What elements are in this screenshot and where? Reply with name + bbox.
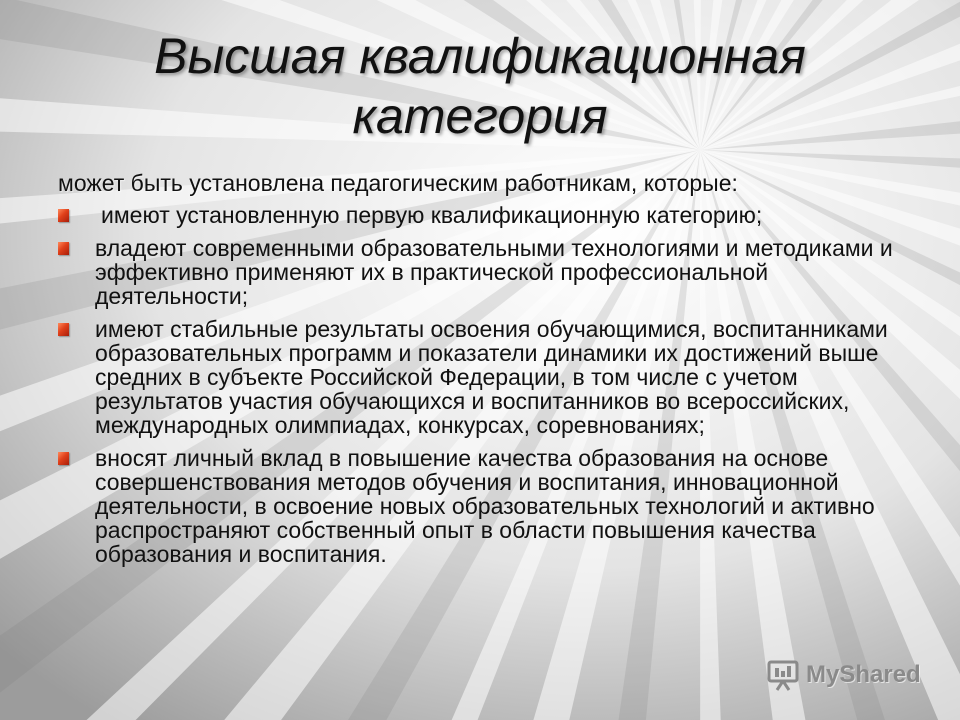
list-item-text: владеют современными образовательными технологиями и методиками и эффективно применяют их в практической профессиональной деятельности; — [95, 235, 893, 309]
list-item-text: имеют стабильные результаты освоения обучающимися, воспитанниками образовательных программ и показатели динамики их достижений выше средних в субъекте Российской Федерации, в том числе с учетом результатов участия обучающихся и воспитанников во всероссийских, международных олимпиадах, конкурсах, соревнованиях; — [95, 316, 888, 438]
list-item — [58, 236, 918, 308]
presentation-board-icon — [766, 658, 800, 692]
title-line-2: категория — [352, 88, 608, 144]
intro-text: может быть установлена педагогическим работникам, которые: — [58, 170, 738, 196]
list-item — [58, 203, 918, 227]
slide-title — [40, 26, 920, 146]
list-item — [58, 446, 918, 566]
square-bullet-icon — [58, 452, 69, 465]
list-item — [58, 317, 918, 437]
list-item-text: вносят личный вклад в повышение качества образования на основе совершенствования методов обучения и воспитания, инновационной деятельности, в освоение новых образовательных технологий и активно распространяют собственный опыт в области повышения качества образования и воспитания. — [95, 445, 875, 567]
myshared-watermark — [766, 656, 921, 694]
square-bullet-icon — [58, 323, 69, 336]
list-item-text: имеют установленную первую квалификационную категорию; — [101, 202, 763, 228]
square-bullet-icon — [58, 242, 69, 255]
square-bullet-icon — [58, 209, 69, 222]
watermark-text: MyShared — [806, 661, 921, 688]
criteria-list — [58, 203, 918, 566]
title-line-1: Высшая квалификационная — [154, 28, 806, 84]
